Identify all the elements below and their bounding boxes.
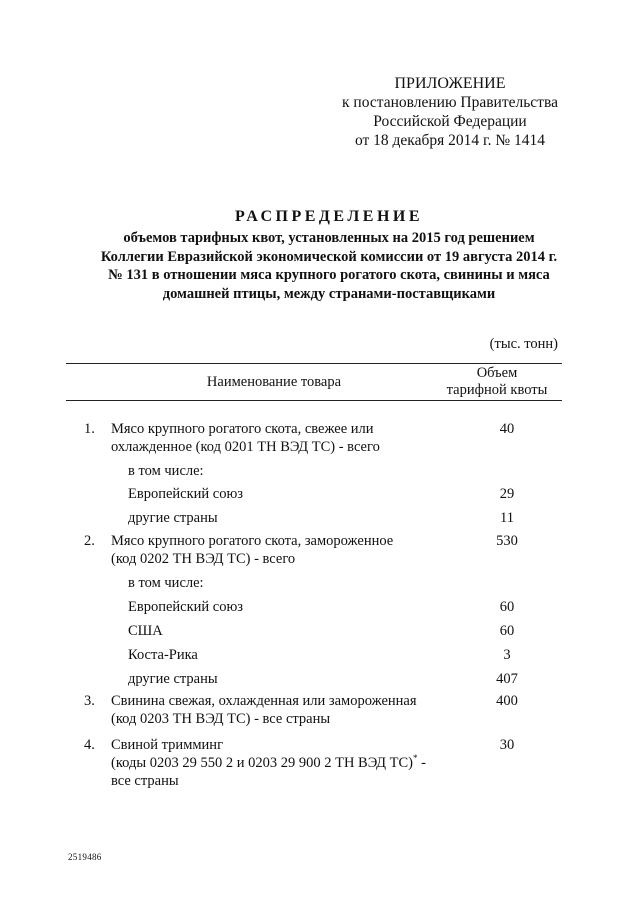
header-volume	[432, 365, 562, 399]
row-number: 3.	[84, 693, 95, 709]
row-number: 4.	[84, 737, 95, 753]
row-label: Европейский союз	[128, 599, 244, 615]
row-value: 400	[496, 693, 518, 709]
title-spaced: РАСПРЕДЕЛЕНИЕ	[234, 208, 424, 225]
row-line: охлажденное (код 0201 ТН ВЭД ТС) - всего	[111, 439, 380, 455]
units-label: (тыс. тонн)	[489, 336, 558, 352]
header-name: Наименование товара	[206, 374, 342, 390]
row-description	[111, 736, 491, 790]
row-description	[111, 692, 471, 728]
table-header-rule	[66, 400, 562, 401]
row-value: 3	[503, 647, 511, 663]
row-value: 29	[499, 486, 515, 502]
header-volume-line-2: тарифной квоты	[446, 382, 548, 398]
title-line-1: объемов тарифных квот, установленных на 2015 год решением	[123, 230, 535, 246]
row-value: 60	[499, 623, 515, 639]
appendix-line-1: к постановлению Правительства	[342, 94, 558, 111]
row-label: другие страны	[128, 671, 218, 687]
row-value: 40	[499, 421, 515, 437]
footnote-mark: *	[412, 753, 418, 763]
table-top-rule	[66, 363, 562, 364]
appendix-heading: ПРИЛОЖЕНИЕ	[394, 75, 506, 92]
row-label: США	[128, 623, 163, 639]
row-value: 30	[499, 737, 515, 753]
row-label: Европейский союз	[128, 486, 244, 502]
appendix-line-3: от 18 декабря 2014 г. № 1414	[354, 132, 546, 149]
row-label: в том числе:	[128, 575, 204, 591]
row-number: 1.	[84, 421, 95, 437]
row-line: все страны	[111, 773, 179, 789]
row-label: другие страны	[128, 510, 218, 526]
row-value: 530	[496, 533, 518, 549]
title-line-3: № 131 в отношении мяса крупного рогатого скота, свинины и мяса	[108, 267, 550, 283]
row-value: 407	[496, 671, 518, 687]
document-title	[62, 207, 596, 303]
row-line: Свиной тримминг	[111, 737, 224, 753]
title-line-2: Коллегии Евразийской экономической комиссии от 19 августа 2014 г.	[100, 248, 558, 265]
appendix-block	[300, 74, 600, 150]
footer-code: 2519486	[68, 852, 102, 862]
row-line: Мясо крупного рогатого скота, свежее или	[111, 421, 374, 437]
row-line-text: (коды 0203 29 550 2 и 0203 29 900 2 ТН ВЭД ТС)	[111, 755, 413, 771]
row-line	[111, 754, 491, 772]
row-value: 11	[500, 510, 514, 526]
row-label: в том числе:	[128, 463, 204, 479]
row-line: (код 0203 ТН ВЭД ТС) - все страны	[111, 711, 331, 727]
row-line: (код 0202 ТН ВЭД ТС) - всего	[111, 551, 296, 567]
row-description	[111, 420, 471, 456]
row-line-tail: -	[417, 755, 426, 771]
row-label: Коста-Рика	[128, 647, 198, 663]
row-value: 60	[499, 599, 515, 615]
row-number: 2.	[84, 533, 95, 549]
appendix-line-2: Российской Федерации	[373, 113, 527, 130]
row-line: Свинина свежая, охлажденная или замороженная	[111, 693, 417, 709]
row-description	[111, 532, 471, 568]
header-volume-line-1: Объем	[476, 365, 518, 381]
title-subtitle	[62, 229, 596, 303]
row-line: Мясо крупного рогатого скота, замороженное	[111, 533, 394, 549]
title-line-4: домашней птицы, между странами-поставщиками	[162, 285, 496, 302]
